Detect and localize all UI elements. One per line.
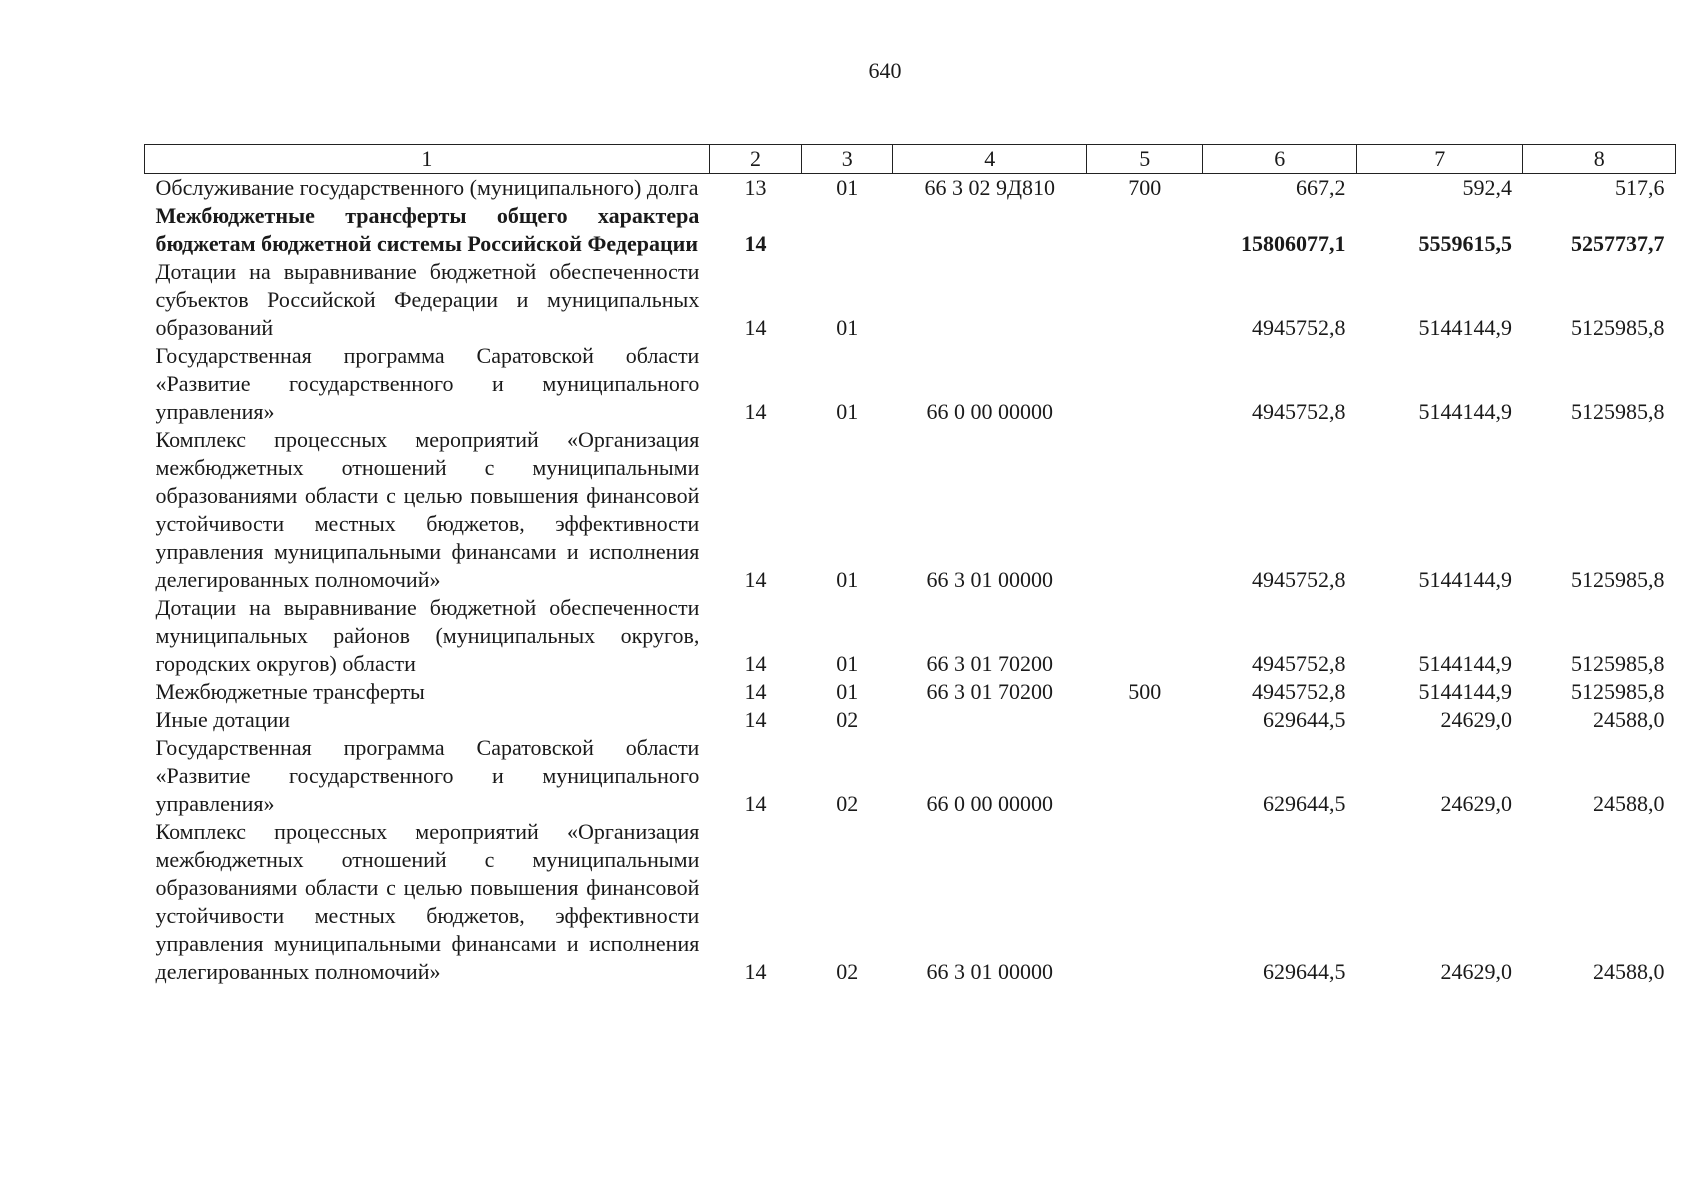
table-body [145,174,1676,987]
row-name: Дотации на выравнивание бюджетной обеспеченности субъектов Российской Федерации и муниципальных образований [155,259,700,340]
row-amount-col-7: 24629,0 [1440,959,1512,984]
row-amount-col-7: 24629,0 [1440,791,1512,816]
row-target-code: 66 3 01 70200 [926,651,1053,676]
table-row [145,342,1676,426]
row-subsection: 02 [836,707,859,732]
row-amount-col-7: 5144144,9 [1418,651,1512,676]
row-amount-col-7: 5144144,9 [1418,567,1512,592]
row-section: 13 [744,175,767,200]
row-amount-col-7: 5144144,9 [1418,679,1512,704]
header-col-6: 6 [1203,145,1357,174]
row-subsection: 01 [836,679,859,704]
table-row [145,174,1676,203]
row-section: 14 [744,399,767,424]
row-amount-col-8: 5125985,8 [1571,567,1665,592]
row-section: 14 [744,707,767,732]
table-row [145,734,1676,818]
row-name: Дотации на выравнивание бюджетной обеспеченности муниципальных районов (муниципальных округов, городских округов) области [155,595,700,676]
row-name: Иные дотации [155,707,291,732]
row-expense-type [1087,426,1203,594]
header-col-1: 1 [145,145,710,174]
row-section: 14 [744,679,767,704]
row-expense-type [1087,202,1203,258]
row-expense-type [1087,818,1203,986]
row-name: Комплекс процессных мероприятий «Организация межбюджетных отношений с муниципальными образованиями области с целью повышения финансовой устойчивости местных бюджетов, эффективности управления муниципальными финансами и исполнения делегированных полномочий» [155,427,700,592]
row-amount-col-8: 5125985,8 [1571,651,1665,676]
row-amount-col-8: 24588,0 [1593,959,1665,984]
header-col-2: 2 [709,145,801,174]
header-col-7: 7 [1356,145,1523,174]
row-amount-col-8: 5125985,8 [1571,315,1665,340]
header-col-3: 3 [802,145,893,174]
row-section: 14 [744,231,767,256]
row-name: Межбюджетные трансферты [155,679,425,704]
header-col-4: 4 [893,145,1087,174]
row-amount-col-6: 4945752,8 [1251,315,1346,340]
row-amount-col-6: 15806077,1 [1240,231,1346,256]
row-target-code: 66 3 01 00000 [926,959,1053,984]
row-amount-col-6: 4945752,8 [1251,399,1346,424]
row-expense-type [1087,734,1203,818]
row-section: 14 [744,791,767,816]
table-row [145,594,1676,678]
row-amount-col-8: 24588,0 [1593,791,1665,816]
row-target-code [893,202,1087,258]
row-expense-type: 500 [1128,679,1162,704]
row-amount-col-6: 629644,5 [1262,707,1346,732]
row-subsection: 02 [836,959,859,984]
row-subsection: 01 [836,567,859,592]
row-amount-col-6: 4945752,8 [1251,567,1346,592]
row-target-code: 66 0 00 00000 [926,791,1053,816]
header-row [145,145,1676,174]
row-expense-type [1087,706,1203,734]
row-expense-type [1087,594,1203,678]
row-amount-col-7: 5144144,9 [1418,399,1512,424]
row-section: 14 [744,567,767,592]
row-target-code: 66 3 02 9Д810 [924,175,1055,200]
row-amount-col-8: 5125985,8 [1571,399,1665,424]
row-target-code: 66 3 01 00000 [926,567,1053,592]
row-expense-type: 700 [1128,175,1162,200]
page-number: 640 [868,58,902,83]
table-row [145,818,1676,986]
table-row [145,678,1676,706]
row-amount-col-6: 4945752,8 [1251,651,1346,676]
row-subsection: 01 [836,175,859,200]
header-col-8: 8 [1523,145,1676,174]
row-name: Межбюджетные трансферты общего характера бюджетам бюджетной системы Российской Федерации [155,203,700,256]
table-row [145,202,1676,258]
row-target-code: 66 3 01 70200 [926,679,1053,704]
row-expense-type [1087,342,1203,426]
row-amount-col-8: 517,6 [1615,175,1665,200]
row-amount-col-6: 4945752,8 [1251,679,1346,704]
row-target-code: 66 0 00 00000 [926,399,1053,424]
row-subsection: 01 [836,315,859,340]
row-subsection: 01 [836,399,859,424]
row-amount-col-8: 5125985,8 [1571,679,1665,704]
row-name: Государственная программа Саратовской области «Развитие государственного и муниципального управления» [155,735,700,816]
row-amount-col-6: 667,2 [1295,175,1346,200]
row-amount-col-8: 24588,0 [1593,707,1665,732]
row-subsection: 02 [836,791,859,816]
row-amount-col-7: 5559615,5 [1418,231,1512,256]
row-amount-col-8: 5257737,7 [1571,231,1665,256]
row-subsection: 01 [836,651,859,676]
row-amount-col-7: 592,4 [1462,175,1512,200]
row-name: Обслуживание государственного (муниципального) долга [155,175,699,200]
row-amount-col-6: 629644,5 [1262,959,1346,984]
budget-table [144,144,1676,986]
row-section: 14 [744,959,767,984]
row-amount-col-6: 629644,5 [1262,791,1346,816]
row-subsection [802,202,893,258]
table-row [145,706,1676,734]
row-name: Комплекс процессных мероприятий «Организация межбюджетных отношений с муниципальными образованиями области с целью повышения финансовой устойчивости местных бюджетов, эффективности управления муниципальными финансами и исполнения делегированных полномочий» [155,819,700,984]
row-section: 14 [744,315,767,340]
header-col-5: 5 [1087,145,1203,174]
row-section: 14 [744,651,767,676]
row-amount-col-7: 5144144,9 [1418,315,1512,340]
row-name: Государственная программа Саратовской области «Развитие государственного и муниципального управления» [155,343,700,424]
row-amount-col-7: 24629,0 [1440,707,1512,732]
row-expense-type [1087,258,1203,342]
row-target-code [893,706,1087,734]
row-target-code [893,258,1087,342]
table-row [145,258,1676,342]
table-row [145,426,1676,594]
